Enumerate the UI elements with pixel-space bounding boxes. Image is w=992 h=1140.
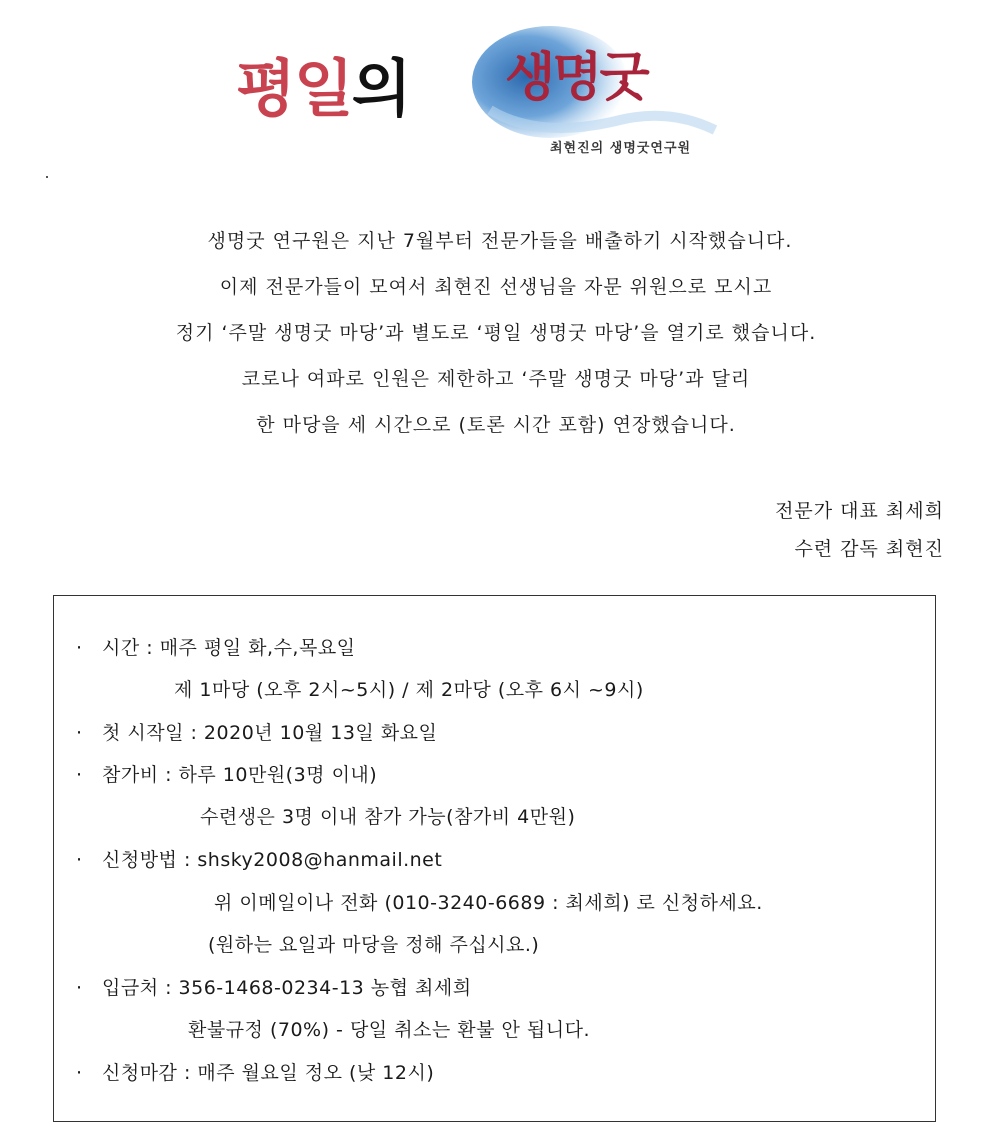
info-box — [53, 595, 936, 1122]
bullet: · — [76, 722, 83, 744]
intro-line: 정기 ‘주말 생명굿 마당’과 별도로 ‘평일 생명굿 마당’을 열기로 했습니다. — [175, 322, 817, 344]
bullet: · — [76, 849, 83, 871]
title-part-particle: 의 — [351, 52, 410, 125]
info-time: 시간 : 매주 평일 화,수,목요일 — [102, 637, 356, 659]
intro-paragraph — [0, 224, 992, 454]
bullet: · — [76, 1062, 83, 1084]
logo-subtitle: 최현진의 생명굿연구원 — [550, 141, 692, 156]
info-fee: 참가비 : 하루 10만원(3명 이내) — [102, 764, 378, 786]
title-part-weekday: 평일 — [236, 52, 352, 125]
info-apply-detail: 위 이메일이나 전화 (010-3240-6689 : 최세희) 로 신청하세요. — [214, 892, 763, 914]
bullet: · — [76, 977, 83, 999]
signature-supervisor: 수련 감독 최현진 — [794, 538, 944, 560]
info-refund-policy: 환불규정 (70%) - 당일 취소는 환불 안 됩니다. — [188, 1019, 591, 1041]
info-fee-detail: 수련생은 3명 이내 참가 가능(참가비 4만원) — [200, 806, 576, 828]
signature-block — [775, 494, 944, 570]
stray-dot — [46, 176, 48, 178]
info-time-detail: 제 1마당 (오후 2시~5시) / 제 2마당 (오후 6시 ~9시) — [174, 679, 644, 701]
intro-line: 생명굿 연구원은 지난 7월부터 전문가들을 배출하기 시작했습니다. — [207, 230, 793, 252]
bullet: · — [76, 764, 83, 786]
intro-line: 한 마당을 세 시간으로 (토론 시간 포함) 연장했습니다. — [256, 414, 736, 436]
info-deadline: 신청마감 : 매주 월요일 정오 (낮 12시) — [102, 1062, 435, 1084]
info-apply: 신청방법 : shsky2008@hanmail.net — [102, 849, 443, 871]
signature-representative: 전문가 대표 최세희 — [775, 500, 944, 522]
page-title — [236, 52, 410, 125]
logo-text: 생명굿 — [505, 48, 647, 108]
bullet: · — [76, 637, 83, 659]
header — [0, 0, 992, 180]
info-apply-note: (원하는 요일과 마당을 정해 주십시요.) — [208, 934, 540, 956]
intro-line: 코로나 여파로 인원은 제한하고 ‘주말 생명굿 마당’과 달리 — [241, 368, 751, 390]
info-deposit: 입금처 : 356-1468-0234-13 농협 최세희 — [102, 977, 472, 999]
info-start-date: 첫 시작일 : 2020년 10월 13일 화요일 — [102, 722, 438, 744]
intro-line: 이제 전문가들이 모여서 최현진 선생님을 자문 위원으로 모시고 — [219, 276, 773, 298]
